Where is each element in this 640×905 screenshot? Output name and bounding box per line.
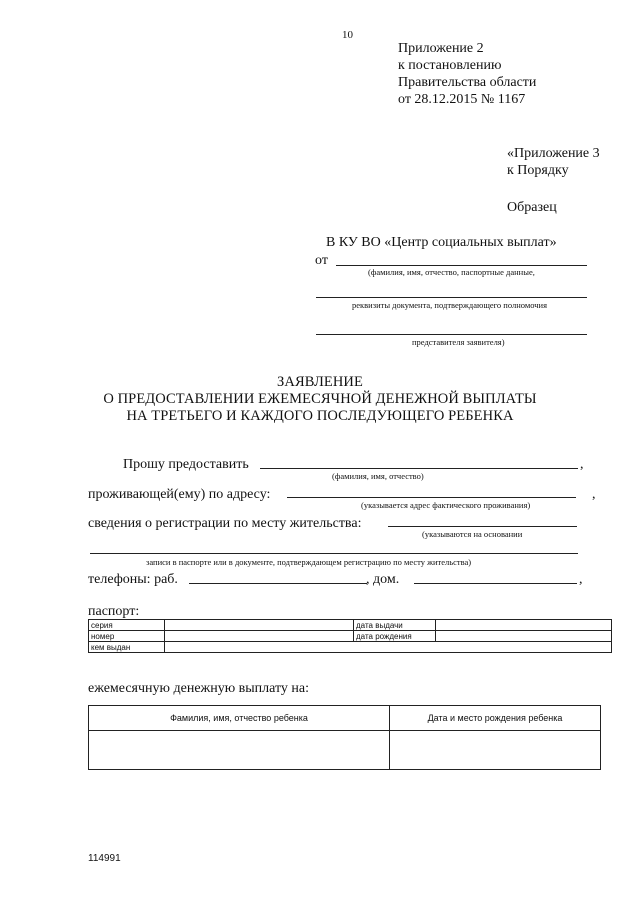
appendix3-line-2: к Порядку (507, 163, 569, 178)
passport-birth-date-label: дата рождения (354, 631, 436, 642)
passport-number-field[interactable] (165, 631, 354, 642)
addressee-line-2[interactable] (316, 297, 587, 298)
passport-row-number (89, 631, 612, 642)
child-name-header: Фамилия, имя, отчество ребенка (89, 706, 390, 731)
request-comma: , (580, 457, 584, 472)
child-birth-cell[interactable] (390, 731, 601, 770)
passport-row-issued-by (89, 642, 612, 653)
passport-birth-date-field[interactable] (436, 631, 612, 642)
annex-line-2: к постановлению (398, 58, 502, 73)
passport-issue-date-field[interactable] (436, 620, 612, 631)
request-label: Прошу предоставить (123, 457, 249, 472)
address-label: проживающей(ему) по адресу: (88, 487, 271, 502)
request-hint: (фамилия, имя, отчество) (332, 471, 424, 481)
footer-code: 114991 (88, 853, 121, 864)
child-name-cell[interactable] (89, 731, 390, 770)
address-field[interactable] (287, 497, 576, 498)
title-line-2: О ПРЕДОСТАВЛЕНИИ ЕЖЕМЕСЯЧНОЙ ДЕНЕЖНОЙ ВЫПЛАТЫ (103, 391, 537, 407)
addressee-to: В КУ ВО «Центр социальных выплат» (326, 235, 557, 250)
addressee-hint-2: реквизиты документа, подтверждающего полномочия (352, 300, 548, 310)
addressee-line-3[interactable] (316, 334, 587, 335)
phones-comma: , (579, 572, 583, 587)
sample-label: Образец (507, 200, 557, 215)
registration-field-2[interactable] (90, 553, 578, 554)
address-comma: , (592, 487, 596, 502)
children-table (88, 705, 601, 770)
appendix3-line-1: «Приложение 3 (507, 146, 600, 161)
request-name-field[interactable] (260, 468, 578, 469)
address-hint: (указывается адрес фактического проживания) (361, 500, 531, 510)
registration-hint: (указываются на основании (422, 529, 523, 539)
annex-line-3: Правительства области (398, 75, 537, 90)
passport-issued-by-label: кем выдан (89, 642, 165, 653)
addressee-hint-1: (фамилия, имя, отчество, паспортные данные, (368, 267, 535, 277)
registration-field[interactable] (388, 526, 577, 527)
registration-hint-2: записи в паспорте или в документе, подтверждающем регистрацию по месту жительства) (146, 557, 472, 567)
phones-home-label: , дом. (366, 572, 400, 587)
page-number: 10 (342, 29, 353, 41)
annex-line-4: от 28.12.2015 № 1167 (398, 92, 526, 107)
passport-series-label: серия (89, 620, 165, 631)
passport-table (88, 619, 612, 653)
child-birth-header: Дата и место рождения ребенка (390, 706, 601, 731)
annex-line-1: Приложение 2 (398, 41, 484, 56)
passport-issue-date-label: дата выдачи (354, 620, 436, 631)
addressee-line-1[interactable] (336, 265, 587, 266)
phones-work-field[interactable] (189, 583, 367, 584)
passport-number-label: номер (89, 631, 165, 642)
title-line-3: НА ТРЕТЬЕГО И КАЖДОГО ПОСЛЕДУЮЩЕГО РЕБЕНКА (126, 408, 514, 424)
payment-label: ежемесячную денежную выплату на: (88, 681, 310, 696)
passport-row-series (89, 620, 612, 631)
registration-label: сведения о регистрации по месту жительства: (88, 516, 362, 531)
phones-home-field[interactable] (414, 583, 577, 584)
passport-issued-by-field[interactable] (165, 642, 612, 653)
passport-label: паспорт: (88, 604, 140, 619)
children-header-row (89, 706, 601, 731)
children-data-row (89, 731, 601, 770)
addressee-from: от (315, 253, 328, 268)
addressee-hint-3: представителя заявителя) (412, 337, 505, 347)
passport-series-field[interactable] (165, 620, 354, 631)
phones-work-label: телефоны: раб. (88, 572, 178, 587)
title-line-1: ЗАЯВЛЕНИЕ (277, 374, 363, 390)
